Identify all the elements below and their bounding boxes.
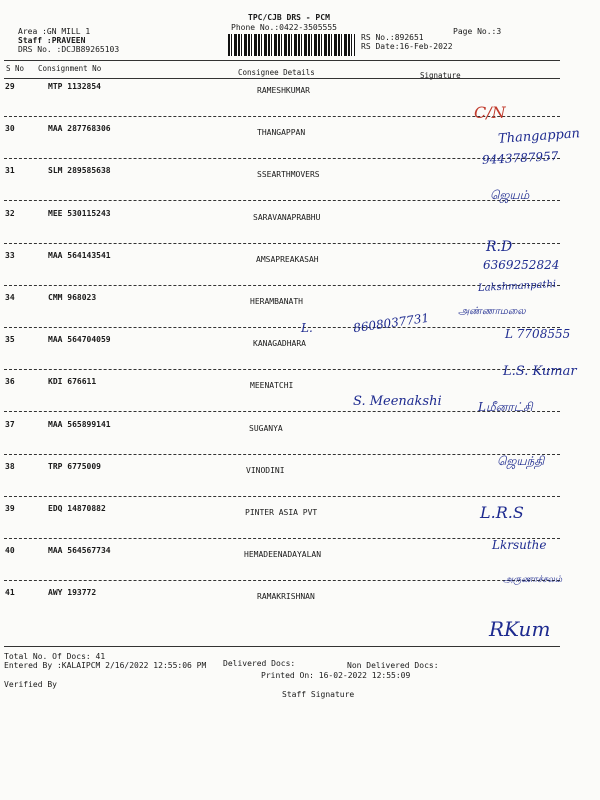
non-delivered-docs: Non Delivered Docs: (347, 661, 439, 670)
handwriting-r30-phone: 9443787957 (481, 149, 559, 167)
delivered-docs: Delivered Docs: (223, 659, 296, 668)
phone-number: Phone No.:0422-3505555 (231, 23, 337, 32)
row-sno: 31 (5, 166, 15, 175)
column-consignee: Consignee Details (238, 68, 315, 77)
staff-label: Staff :PRAVEEN (18, 36, 86, 45)
row-divider (4, 243, 560, 244)
row-divider (4, 369, 560, 370)
row-consignee-name: HEMADEENADAYALAN (244, 550, 322, 559)
row-sno: 30 (5, 124, 15, 133)
handwriting-r39-sign: L.R.S (480, 503, 524, 522)
row-consignee-name: SSEARTHMOVERS (257, 170, 320, 179)
row-sno: 32 (5, 209, 15, 218)
handwriting-r34-phone: 8608037731 (352, 310, 430, 336)
row-consignment-no: EDQ 14870882 (48, 504, 106, 513)
row-divider (4, 580, 560, 581)
document-title: TPC/CJB DRS - PCM (248, 13, 330, 22)
handwriting-r36-name: S. Meenakshi (353, 394, 442, 409)
row-sno: 38 (5, 462, 15, 471)
row-consignee-name: SUGANYA (249, 424, 283, 433)
row-divider (4, 158, 560, 159)
row-consignee-name: SARAVANAPRABHU (253, 213, 321, 222)
handwriting-r31: ஜெயம் (490, 188, 530, 202)
handwriting-r34-initial: L. (301, 321, 313, 335)
row-consignment-no: MEE 530115243 (48, 209, 111, 218)
row-consignee-name: RAMAKRISHNAN (257, 592, 315, 601)
row-consignment-no: MAA 564143541 (48, 251, 111, 260)
handwriting-r33-initials: R.D (486, 239, 513, 255)
rs-number: RS No.:892651 (361, 33, 424, 42)
rs-date: RS Date:16-Feb-2022 (361, 42, 453, 51)
row-divider (4, 454, 560, 455)
row-sno: 34 (5, 293, 15, 302)
column-signature: Signature (420, 71, 461, 80)
row-sno: 33 (5, 251, 15, 260)
row-divider (4, 411, 560, 412)
row-consignment-no: SLM 289585638 (48, 166, 111, 175)
row-sno: 41 (5, 588, 15, 597)
page-number: Page No.:3 (453, 27, 502, 36)
row-consignment-no: AWY 193772 (48, 588, 97, 597)
row-consignee-name: PINTER ASIA PVT (245, 508, 318, 517)
row-consignment-no: MAA 564567734 (48, 546, 111, 555)
handwriting-r33-phone: 6369252824 (483, 258, 560, 272)
handwriting-r30-name: Thangappan (497, 126, 581, 147)
row-consignee-name: HERAMBANATH (250, 297, 303, 306)
header-rule-bottom (4, 78, 560, 79)
row-consignment-no: MAA 565899141 (48, 420, 111, 429)
printed-on: Printed On: 16-02-2022 12:55:09 (261, 671, 411, 680)
row-consignee-name: RAMESHKUMAR (257, 86, 310, 95)
header-rule-top (4, 60, 560, 61)
row-sno: 39 (5, 504, 15, 513)
column-consignment: Consignment No (38, 64, 102, 73)
handwriting-r36-tamil: Lமீனாட்சி (478, 400, 533, 414)
handwriting-r35: L.S. Kumar (503, 364, 577, 379)
row-sno: 36 (5, 377, 15, 386)
row-consignment-no: MAA 287768306 (48, 124, 111, 133)
row-consignee-name: THANGAPPAN (257, 128, 306, 137)
drs-number: DRS No. :DCJB89265103 (18, 45, 120, 54)
row-consignment-no: KDI 676611 (48, 377, 97, 386)
handwriting-r40: அருணாச்சலம் (503, 575, 563, 585)
row-divider (4, 200, 560, 201)
handwriting-r34-tamil: அண்ணாமலை (458, 306, 526, 317)
row-divider (4, 327, 560, 328)
handwriting-r33-name: Lakshmanpathi (477, 278, 557, 295)
row-divider (4, 285, 560, 286)
entered-by: Entered By :KALAIPCM 2/16/2022 12:55:06 PM (4, 661, 207, 670)
verified-by: Verified By (4, 680, 57, 689)
handwriting-r37: ஜெயந்தி (497, 454, 545, 468)
row-consignee-name: AMSAPREAKASAH (256, 255, 319, 264)
handwriting-r39-name: Lkrsuthe (492, 538, 547, 552)
row-divider (4, 496, 560, 497)
barcode (228, 34, 355, 56)
row-consignment-no: TRP 6775009 (48, 462, 101, 471)
row-consignment-no: MAA 564704059 (48, 335, 111, 344)
handwriting-r41: RKum (489, 617, 551, 641)
row-sno: 37 (5, 420, 15, 429)
row-consignee-name: VINODINI (246, 466, 285, 475)
column-sno: S No (6, 64, 25, 73)
row-sno: 35 (5, 335, 15, 344)
row-consignment-no: CMM 968023 (48, 293, 97, 302)
handwriting-r30-cn: C/N (474, 103, 506, 122)
footer-rule (4, 646, 560, 647)
row-consignee-name: KANAGADHARA (253, 339, 306, 348)
row-consignment-no: MTP 1132854 (48, 82, 101, 91)
staff-signature: Staff Signature (282, 690, 355, 699)
area-label: Area :GN MILL 1 (18, 27, 91, 36)
row-sno: 29 (5, 82, 15, 91)
total-docs: Total No. Of Docs: 41 (4, 652, 106, 661)
handwriting-r34-number: L 7708555 (505, 327, 571, 341)
row-divider (4, 538, 560, 539)
row-consignee-name: MEENATCHI (250, 381, 294, 390)
row-sno: 40 (5, 546, 15, 555)
